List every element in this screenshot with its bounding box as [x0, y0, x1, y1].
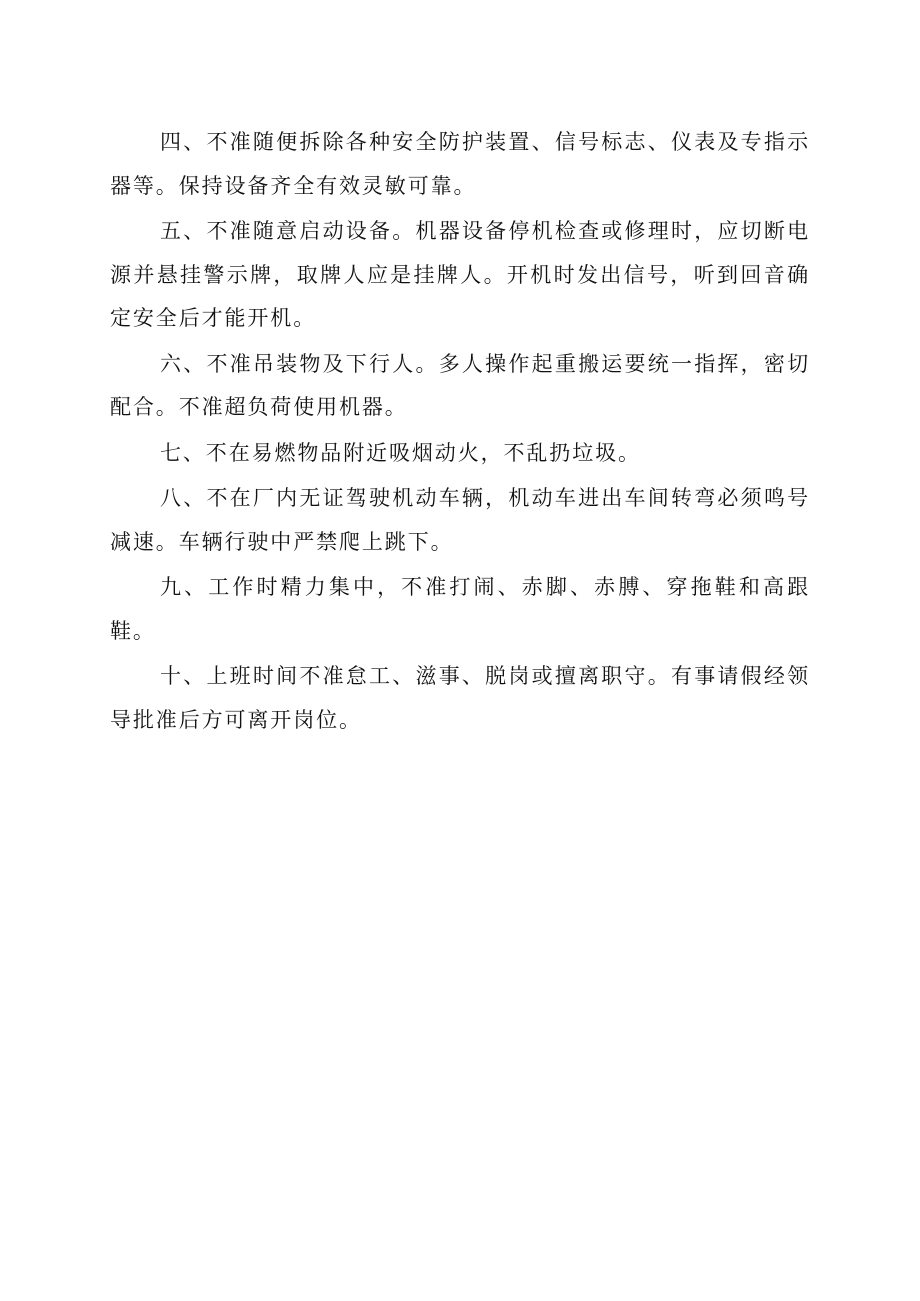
rule-paragraph-8: 八、不在厂内无证驾驶机动车辆，机动车进出车间转弯必须鸣号减速。车辆行驶中严禁爬上跳下。 — [110, 486, 810, 554]
rule-paragraph-9: 九、工作时精力集中，不准打闹、赤脚、赤膊、穿拖鞋和高跟鞋。 — [110, 575, 810, 643]
document-body — [110, 121, 810, 744]
rule-paragraph-7: 七、不在易燃物品附近吸烟动火，不乱扔垃圾。 — [160, 440, 641, 465]
rule-paragraph-6: 六、不准吊装物及下行人。多人操作起重搬运要统一指挥，密切配合。不准超负荷使用机器。 — [110, 351, 810, 419]
rule-paragraph-10: 十、上班时间不准怠工、滋事、脱岗或擅离职守。有事请假经领导批准后方可离开岗位。 — [110, 664, 810, 732]
rule-paragraph-4: 四、不准随便拆除各种安全防护装置、信号标志、仪表及专指示器等。保持设备齐全有效灵敏可靠。 — [110, 130, 810, 198]
rule-paragraph-5: 五、不准随意启动设备。机器设备停机检查或修理时，应切断电源并悬挂警示牌，取牌人应是挂牌人。开机时发出信号，听到回音确定安全后才能开机。 — [110, 219, 810, 330]
